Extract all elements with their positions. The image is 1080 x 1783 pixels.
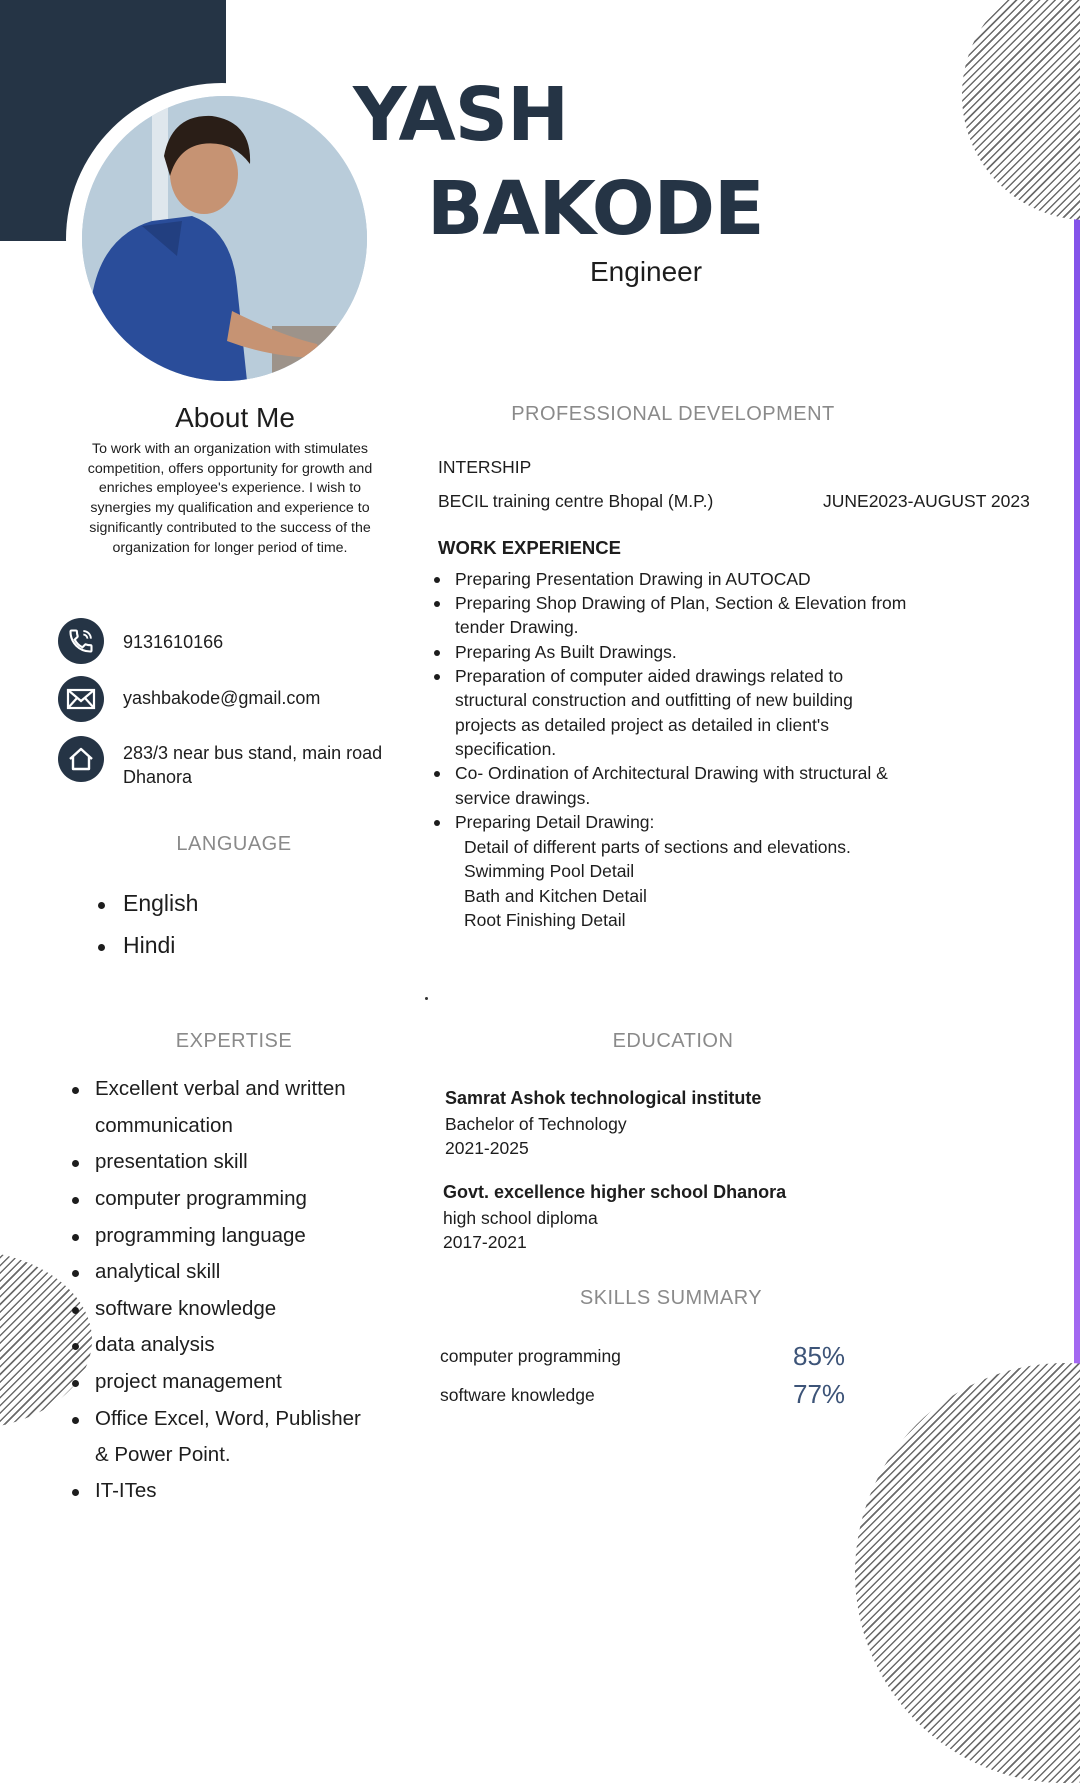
bullet [72, 1343, 79, 1350]
expertise-item: project management [95, 1370, 282, 1393]
bullet [434, 820, 440, 826]
bullet [434, 577, 440, 583]
email-address: yashbakode@gmail.com [123, 688, 321, 708]
school-name: Samrat Ashok technological institute [445, 1088, 762, 1108]
bullet [434, 601, 440, 607]
bullet [72, 1087, 79, 1094]
phone-icon [58, 618, 104, 664]
bullet [98, 902, 105, 909]
bullet [72, 1197, 79, 1204]
work-item: Preparing Shop Drawing of Plan, Section & Elevation from [455, 593, 907, 613]
expertise-item: analytical skill [95, 1260, 221, 1283]
work-item: Preparation of computer aided drawings related to [455, 666, 844, 686]
work-item: Preparing Presentation Drawing in AUTOCAD [455, 569, 811, 589]
language-item: Hindi [123, 932, 176, 958]
job-title: Engineer [590, 256, 703, 287]
detail-drawing-item: Detail of different parts of sections and elevations. [464, 837, 851, 857]
hatch-circle-decoration-left [0, 1250, 92, 1430]
bullet [72, 1160, 79, 1167]
internship-label: INTERSHIP [438, 457, 532, 477]
stray-dot [425, 997, 428, 1000]
profile-photo [82, 96, 367, 381]
last-name: BAKODE [427, 166, 764, 252]
skill-percent: 77% [793, 1379, 846, 1409]
expertise-item-continued: & Power Point. [95, 1443, 231, 1466]
about-text: To work with an organization with stimulates competition, offers opportunity for growth and enriches employee's experience. I wish to synergies my qualification and experience to significantly contributed to the success of the organization for longer period of time. [87, 441, 373, 556]
expertise-item: Excellent verbal and written [95, 1077, 346, 1100]
work-item: Co- Ordination of Architectural Drawing with structural & [455, 763, 888, 783]
expertise-title: EXPERTISE [175, 1030, 293, 1052]
school-name: Govt. excellence higher school Dhanora [443, 1182, 787, 1202]
work-item: Preparing As Built Drawings. [455, 642, 677, 662]
work-item-continued: service drawings. [455, 788, 591, 808]
language-item: English [123, 890, 199, 916]
education-years: 2017-2021 [443, 1232, 527, 1252]
degree: high school diploma [443, 1208, 598, 1228]
about-title: About Me [175, 402, 295, 433]
skills-summary-title: SKILLS SUMMARY [579, 1287, 763, 1309]
hatch-circle-decoration-bottom [855, 1363, 1080, 1783]
bullet [98, 944, 105, 951]
bullet [72, 1270, 79, 1277]
degree: Bachelor of Technology [445, 1114, 627, 1134]
detail-drawing-item: Bath and Kitchen Detail [464, 886, 647, 906]
expertise-item: computer programming [95, 1187, 307, 1210]
bullet [72, 1489, 79, 1496]
work-item-continued: structural construction and outfitting of new building [455, 690, 853, 710]
work-item-continued: tender Drawing. [455, 617, 579, 637]
bullet [72, 1307, 79, 1314]
expertise-item: Office Excel, Word, Publisher [95, 1407, 361, 1430]
internship-dates: JUNE2023-AUGUST 2023 [823, 491, 1030, 511]
home-icon [58, 736, 104, 782]
bullet [72, 1234, 79, 1241]
expertise-item: software knowledge [95, 1297, 277, 1320]
skill-percent: 85% [793, 1341, 846, 1371]
professional-development-title: PROFESSIONAL DEVELOPMENT [511, 403, 835, 425]
bullet [434, 650, 440, 656]
bullet [434, 674, 440, 680]
skill-name: software knowledge [440, 1385, 595, 1405]
expertise-item: presentation skill [95, 1150, 248, 1173]
work-item-continued: specification. [455, 739, 557, 759]
internship-place: BECIL training centre Bhopal (M.P.) [438, 491, 714, 511]
work-item: Preparing Detail Drawing: [455, 812, 655, 832]
education-title: EDUCATION [612, 1030, 734, 1052]
expertise-item: IT-ITes [95, 1479, 157, 1502]
education-years: 2021-2025 [445, 1138, 529, 1158]
work-item-continued: projects as detailed project as detailed in client's [455, 715, 829, 735]
expertise-item: programming language [95, 1224, 306, 1247]
mail-icon [58, 676, 104, 722]
address-line-2: Dhanora [123, 767, 193, 787]
right-edge-stripe [1074, 0, 1080, 1517]
bullet [72, 1380, 79, 1387]
detail-drawing-item: Swimming Pool Detail [464, 861, 635, 881]
skill-name: computer programming [440, 1346, 621, 1366]
address-line-1: 283/3 near bus stand, main road [123, 743, 383, 763]
bullet [434, 771, 440, 777]
first-name: YASH [353, 72, 569, 158]
bullet [72, 1417, 79, 1424]
language-title: LANGUAGE [176, 833, 292, 855]
expertise-item-continued: communication [95, 1114, 233, 1137]
detail-drawing-item: Root Finishing Detail [464, 910, 626, 930]
expertise-item: data analysis [95, 1333, 215, 1356]
hatch-circle-decoration-top [962, 0, 1080, 220]
work-experience-title: WORK EXPERIENCE [438, 537, 621, 558]
phone-number: 9131610166 [123, 632, 224, 652]
